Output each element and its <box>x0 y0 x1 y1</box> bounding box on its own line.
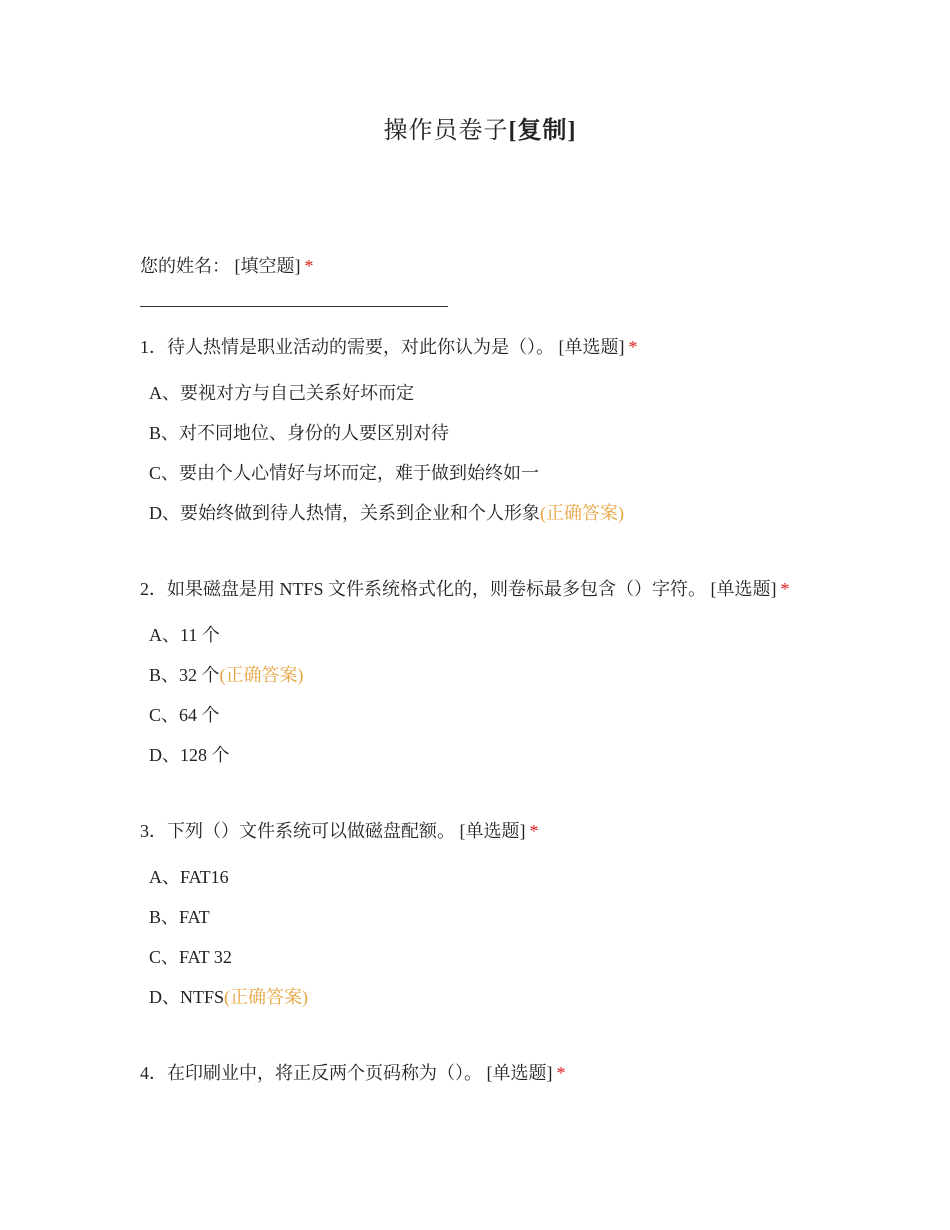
question-number: 2． <box>140 579 167 599</box>
required-mark: * <box>780 579 790 599</box>
option-text: A、11 个 <box>149 625 220 645</box>
question-text: 如果磁盘是用 NTFS 文件系统格式化的，则卷标最多包含（）字符。 <box>167 579 707 599</box>
option-text: C、FAT 32 <box>149 947 232 967</box>
option-3c[interactable] <box>149 943 232 969</box>
question-text: 待人热情是职业活动的需要，对此你认为是（）。 <box>167 337 554 357</box>
question-text: 下列（）文件系统可以做磁盘配额。 <box>167 821 455 841</box>
name-label: 您的姓名： <box>140 256 230 276</box>
question-number: 3． <box>140 821 167 841</box>
option-1d[interactable] <box>149 499 624 525</box>
title-main: 操作员卷子 <box>383 118 509 144</box>
option-1c[interactable] <box>149 459 539 485</box>
option-text: D、128 个 <box>149 745 230 765</box>
option-3b[interactable] <box>149 903 210 929</box>
question-1 <box>140 333 638 359</box>
question-type: [单选题] <box>558 337 625 357</box>
option-text: D、NTFS <box>149 987 225 1007</box>
option-1a[interactable] <box>149 379 414 405</box>
question-type: [填空题] <box>234 256 301 276</box>
required-mark: * <box>304 256 314 276</box>
option-text: B、对不同地位、身份的人要区别对待 <box>149 423 450 443</box>
required-mark: * <box>529 821 539 841</box>
option-text: B、FAT <box>149 907 210 927</box>
question-type: [单选题] <box>710 579 777 599</box>
correct-answer-tag: (正确答案) <box>219 665 304 685</box>
correct-answer-tag: (正确答案) <box>540 503 624 523</box>
option-text: A、FAT16 <box>149 867 229 887</box>
required-mark: * <box>628 337 638 357</box>
option-text: D、要始终做到待人热情，关系到企业和个人形象 <box>149 503 540 523</box>
correct-answer-tag: (正确答案) <box>224 987 309 1007</box>
option-3d[interactable] <box>149 983 308 1009</box>
option-text: B、32 个 <box>149 665 220 685</box>
question-text: 在印刷业中，将正反两个页码称为（）。 <box>167 1063 482 1083</box>
name-question <box>140 252 314 278</box>
question-2 <box>140 575 790 601</box>
option-text: A、要视对方与自己关系好坏而定 <box>149 383 414 403</box>
option-2d[interactable] <box>149 741 230 767</box>
page-title <box>0 110 950 145</box>
required-mark: * <box>556 1063 566 1083</box>
option-1b[interactable] <box>149 419 449 445</box>
question-type: [单选题] <box>459 821 526 841</box>
name-input-line[interactable] <box>140 306 448 307</box>
question-3 <box>140 817 539 843</box>
question-type: [单选题] <box>486 1063 553 1083</box>
option-2a[interactable] <box>149 621 220 647</box>
option-3a[interactable] <box>149 863 229 889</box>
option-text: C、要由个人心情好与坏而定，难于做到始终如一 <box>149 463 540 483</box>
option-2b[interactable] <box>149 661 304 687</box>
option-text: C、64 个 <box>149 705 220 725</box>
question-4 <box>140 1059 566 1085</box>
option-2c[interactable] <box>149 701 220 727</box>
question-number: 4． <box>140 1063 167 1083</box>
title-bracket: [复制] <box>508 118 577 144</box>
question-number: 1． <box>140 337 167 357</box>
